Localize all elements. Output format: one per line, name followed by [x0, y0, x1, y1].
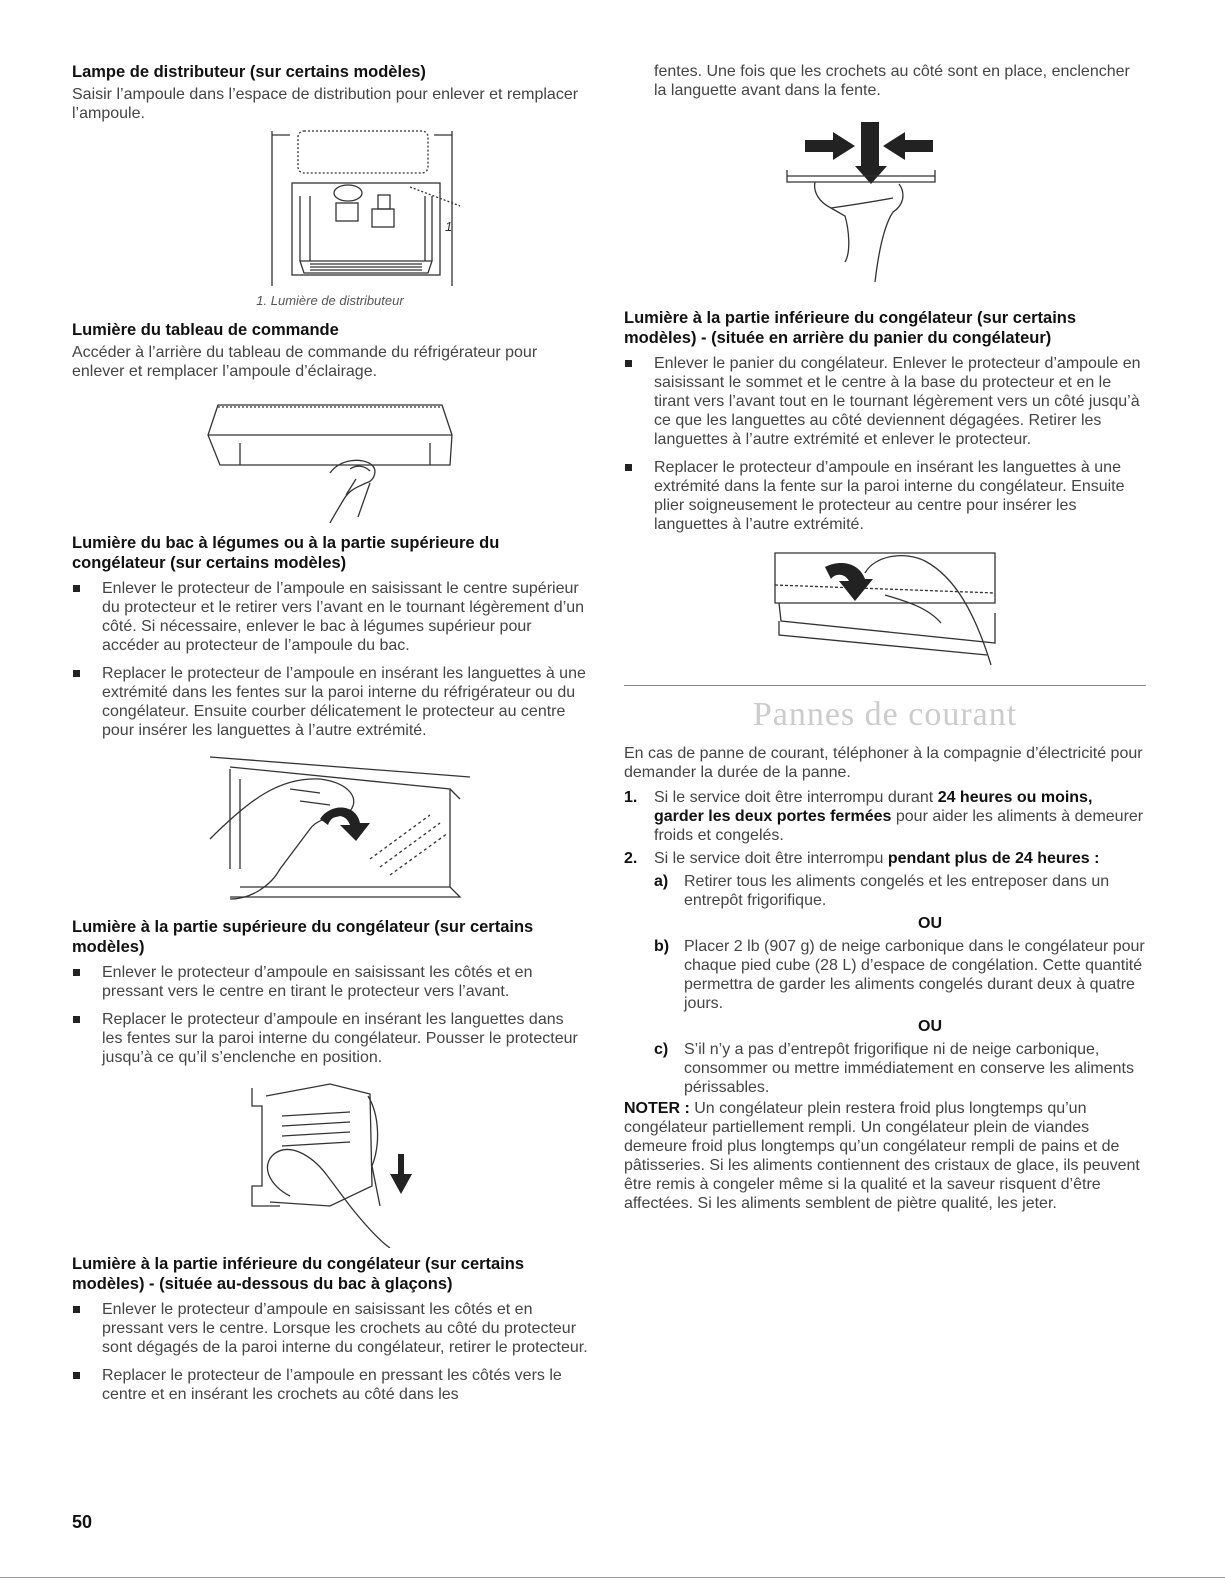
option-label: a)	[654, 873, 669, 890]
step-2-options	[654, 872, 1146, 910]
text-control-panel-light: Accéder à l’arrière du tableau de commande du réfrigérateur pour enlever et remplacer l’ampoule d’éclairage.	[72, 344, 538, 380]
power-outage-intro: En cas de panne de courant, téléphoner à la compagnie d’électricité pour demander la durée de la panne.	[624, 745, 1143, 781]
option-label: c)	[654, 1041, 669, 1058]
dispenser-light-illustration	[200, 121, 460, 291]
figure-caption-dispenser: 1. Lumière de distributeur	[256, 293, 404, 308]
bullet-list-freezer-top	[72, 963, 588, 1067]
heading-control-panel-light: Lumière du tableau de commande	[72, 321, 339, 339]
step-2-options	[654, 937, 1146, 1013]
step-number: 2.	[624, 850, 638, 867]
control-panel-light-illustration	[180, 395, 480, 523]
left-column	[72, 62, 588, 1413]
note-text: Un congélateur plein restera froid plus longtemps qu’un congélateur partiellement rempli. Un congélateur plein de viandes demeure froid plus longtemps qu’un congélateur rempli de pains et de pâtisseries. Si les aliments contiennent des cristaux de glace, ils peuvent être remis à congeler même si la qualité et la saveur risquent d’être affectées. Si les aliments semblent de piètre qualité, les jeter.	[624, 1100, 1140, 1212]
page-number: 50	[72, 1512, 93, 1532]
freezer-top-light-illustration	[230, 1076, 430, 1248]
step-emphasis: pendant plus de 24 heures :	[887, 850, 1100, 867]
step-2	[624, 849, 1146, 1097]
option-text: S’il n’y a pas d’entrepôt frigorifique ni de neige carbonique, consommer ou mettre immédiatement en conserve les aliments périssables.	[684, 1041, 1134, 1096]
section-divider	[624, 685, 1146, 686]
freezer-basket-light-illustration	[755, 543, 1015, 673]
or-separator: OU	[918, 915, 942, 932]
step-text: Si le service doit être interrompu	[654, 850, 888, 867]
section-title-power-outage: Pannes de courant	[752, 696, 1018, 733]
option-label: b)	[654, 938, 670, 955]
step-1	[624, 788, 1146, 845]
option-text: Retirer tous les aliments congelés et les entreposer dans un entrepôt frigorifique.	[684, 873, 1110, 909]
bullet-list-crisper	[72, 579, 588, 740]
heading-crisper-light: Lumière du bac à légumes ou à la partie supérieure du congélateur (sur certains modèles)	[72, 534, 500, 572]
bottom-border	[0, 1577, 1225, 1578]
option-b	[654, 937, 1146, 1013]
note-paragraph	[624, 1099, 1146, 1213]
heading-freezer-top-light: Lumière à la partie supérieure du congélateur (sur certains modèles)	[72, 918, 534, 956]
callout-number: 1	[445, 219, 453, 234]
step-emphasis: 24 heures ou moins, garder les deux portes fermées	[654, 789, 1093, 825]
heading-freezer-bottom-basket: Lumière à la partie inférieure du congélateur (sur certains modèles) - (située en arrière du panier du congélateur)	[624, 309, 1077, 347]
heading-dispenser-light: Lampe de distributeur (sur certains modèles)	[72, 63, 426, 81]
bullet-list-freezer-bottom-ice	[72, 1300, 588, 1404]
continued-text: fentes. Une fois que les crochets au côté sont en place, enclencher la languette avant dans la fente.	[654, 63, 1130, 99]
bullet-item: Enlever le protecteur de l’ampoule en saisissant le centre supérieur du protecteur et le retirer vers l’avant en le tournant légèrement d’un côté. Si nécessaire, enlever le bac à légumes supérieur pour accéder au protecteur de l’ampoule du bac.	[72, 579, 588, 655]
step-number: 1.	[624, 789, 638, 806]
right-column	[624, 62, 1146, 1213]
step-text: pour aider les aliments à demeurer froids et congelés.	[654, 808, 1144, 844]
text-dispenser-light: Saisir l’ampoule dans l’espace de distribution pour enlever et remplacer l’ampoule.	[72, 86, 579, 122]
option-c	[654, 1040, 1146, 1097]
bullet-item: Enlever le panier du congélateur. Enlever le protecteur d’ampoule en saisissant le sommet et le centre à la base du protecteur et en le tirant vers l’avant tout en le tournant légèrement vers un côté jusqu’à ce que les languettes au côté deviennent dégagées. Retirer les languettes à l’autre extrémité et enlever le protecteur.	[624, 354, 1146, 449]
bullet-item: Replacer le protecteur d’ampoule en insérant les languettes à une extrémité dans la fente sur la paroi interne du congélateur. Ensuite plier soigneusement le protecteur au centre pour insérer les languettes à l’autre extrémité.	[624, 458, 1146, 534]
bullet-item: Enlever le protecteur d’ampoule en saisissant les côtés et en pressant vers le centre en tirant le protecteur vers l’avant.	[72, 963, 588, 1001]
bullet-item: Replacer le protecteur de l’ampoule en pressant les côtés vers le centre et en insérant les crochets au côté dans les	[72, 1366, 588, 1404]
or-separator: OU	[918, 1018, 942, 1035]
step-text: Si le service doit être interrompu durant	[654, 789, 938, 806]
bullet-item: Replacer le protecteur d’ampoule en insérant les languettes dans les fentes sur la paroi interne du congélateur. Pousser le protecteur jusqu’à ce qu’il s’enclenche en position.	[72, 1010, 588, 1067]
bullet-list-freezer-bottom-basket	[624, 354, 1146, 534]
bullet-item: Enlever le protecteur d’ampoule en saisissant les côtés et en pressant vers le centre. Lorsque les crochets au côté du protecteur sont dégagés de la paroi interne du congélateur, retirer le protecteur.	[72, 1300, 588, 1357]
crisper-light-illustration	[170, 749, 490, 909]
note-label: NOTER :	[624, 1100, 690, 1117]
power-outage-steps	[624, 788, 1146, 1097]
option-text: Placer 2 lb (907 g) de neige carbonique dans le congélateur pour chaque pied cube (28 L) d’espace de congélation. Cette quantité permettra de garder les aliments congelés durant deux à quatre jours.	[684, 938, 1145, 1012]
bullet-item: Replacer le protecteur de l’ampoule en insérant les languettes à une extrémité dans les fentes sur la paroi interne du réfrigérateur ou du congélateur. Ensuite courber délicatement le protecteur au centre pour insérer les languettes à l’autre extrémité.	[72, 664, 588, 740]
option-a	[654, 872, 1146, 910]
freezer-lens-snap-illustration	[775, 112, 995, 302]
heading-freezer-bottom-ice: Lumière à la partie inférieure du congélateur (sur certains modèles) - (située au-dessous du bac à glaçons)	[72, 1255, 525, 1293]
step-2-options	[654, 1040, 1146, 1097]
